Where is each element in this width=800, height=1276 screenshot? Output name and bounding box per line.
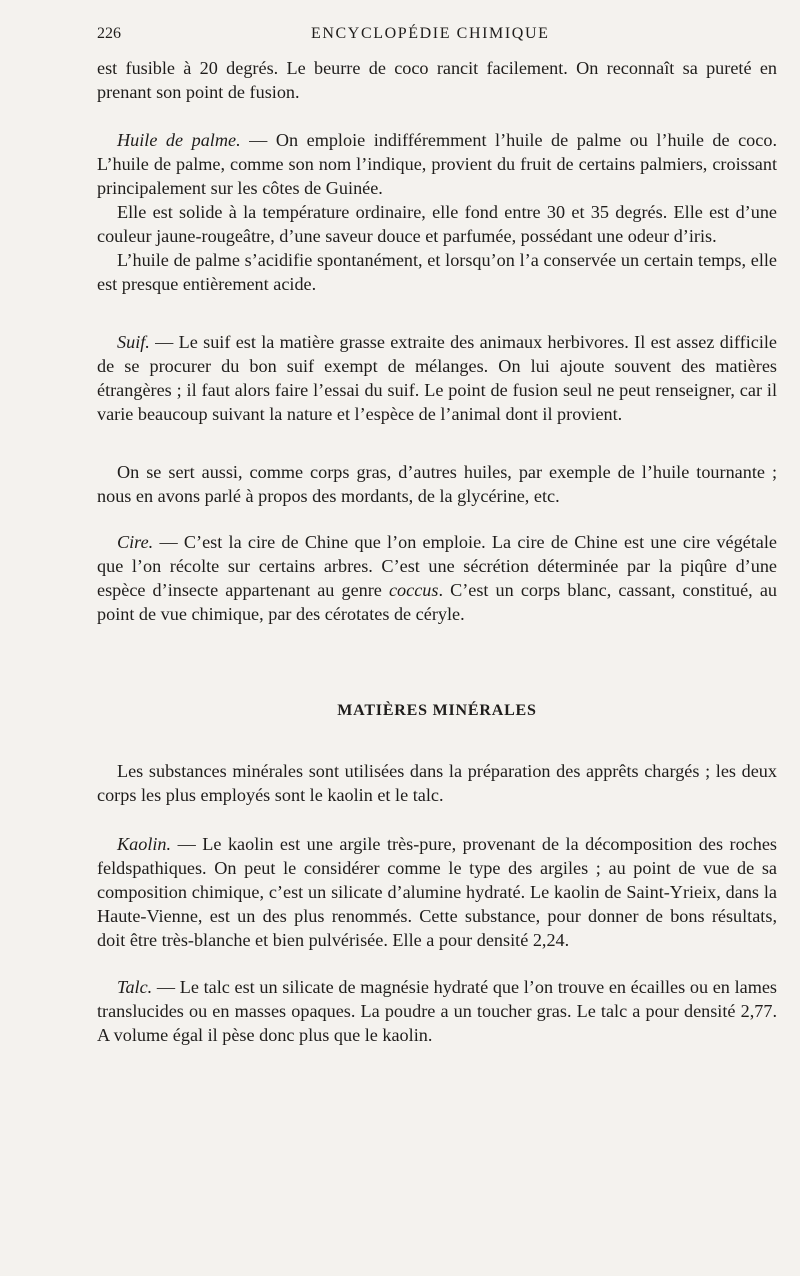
paragraph-suif: [97, 330, 777, 426]
paragraph-huile-de-palme: [97, 128, 777, 200]
paragraph-text: Les substances minérales sont utilisées dans la préparation des apprêts chargés ; les deux corps les plus employés sont le kaolin et le talc.: [97, 761, 777, 805]
section-label-kaolin: Kaolin.: [117, 834, 172, 854]
paragraph-text: Elle est solide à la température ordinaire, elle fond entre 30 et 35 degrés. Elle est d’une couleur jaune-rougeâtre, d’une saveur douce et parfumée, possédant une odeur d’iris.: [97, 202, 777, 246]
paragraph-text: L’huile de palme s’acidifie spontanément, et lorsqu’on l’a conservée un certain temps, elle est presque entièrement acide.: [97, 250, 777, 294]
paragraph-mineral-substances: [97, 759, 777, 807]
paragraph-text: On se sert aussi, comme corps gras, d’autres huiles, par exemple de l’huile tournante ; nous en avons parlé à propos des mordants, de la glycérine, etc.: [97, 462, 777, 506]
paragraph-cire: [97, 530, 777, 626]
paragraph-palm-properties: [97, 200, 777, 248]
page-number: 226: [97, 25, 121, 42]
section-label-cire: Cire.: [117, 532, 154, 552]
paragraph-text: — Le kaolin est une argile très-pure, provenant de la décomposition des roches feldspathiques. On peut le considérer comme le type des argiles ; au point de vue de sa composition chimique, c’est un silicate d’alumine hydraté. Le kaolin de Saint-Yrieix, dans la Haute-Vienne, est un des plus renommés. Cette substance, pour donner de bons résultats, doit être très-blanche et bien pulvérisée. Elle a pour densité 2,24.: [97, 834, 777, 950]
paragraph-palm-acidity: [97, 248, 777, 296]
paragraph-kaolin: [97, 832, 777, 952]
page-content: [97, 56, 777, 1047]
paragraph-talc: [97, 975, 777, 1047]
species-name: coccus: [388, 580, 439, 600]
section-label-huile-de-palme: Huile de palme.: [117, 130, 241, 150]
section-heading-matieres-minerales: MATIÈRES MINÉRALES: [337, 702, 537, 719]
page-header: [97, 22, 777, 56]
paragraph-text: — Le talc est un silicate de magnésie hydraté que l’on trouve en écailles ou en lames translucides ou en masses opaques. La poudre a un toucher gras. Le talc a pour densité 2,77. A volume égal il pèse donc plus que le kaolin.: [97, 977, 777, 1045]
section-label-talc: Talc.: [117, 977, 153, 997]
paragraph-text-after-species: . C’est un corps blanc, cassant, constitué, au point de vue chimique, par des cérotates de céryle.: [97, 580, 777, 624]
paragraph-text: — Le suif est la matière grasse extraite des animaux herbivores. Il est assez difficile de se procurer du bon suif exempt de mélanges. On lui ajoute souvent des matières étrangères ; il faut alors faire l’essai du suif. Le point de fusion seul ne peut renseigner, car il varie beaucoup suivant la nature et l’espèce de l’animal dont il provient.: [97, 332, 777, 424]
running-title: ENCYCLOPÉDIE CHIMIQUE: [311, 25, 550, 42]
paragraph-text: est fusible à 20 degrés. Le beurre de coco rancit facilement. On reconnaît sa pureté en prenant son point de fusion.: [97, 58, 777, 102]
paragraph-other-oils: [97, 460, 777, 508]
paragraph-text: — On emploie indifféremment l’huile de palme ou l’huile de coco. L’huile de palme, comme son nom l’indique, provient du fruit de certains palmiers, croissant principalement sur les côtes de Guinée.: [97, 130, 777, 198]
paragraph-butter-coco: [97, 56, 777, 104]
paragraph-text-before-species: — C’est la cire de Chine que l’on emploie. La cire de Chine est une cire végétale que l’on récolte sur certains arbres. C’est une sécrétion déterminée par la piqûre d’une espèce d’insecte appartenant au genre: [97, 532, 777, 600]
section-label-suif: Suif.: [117, 332, 150, 352]
